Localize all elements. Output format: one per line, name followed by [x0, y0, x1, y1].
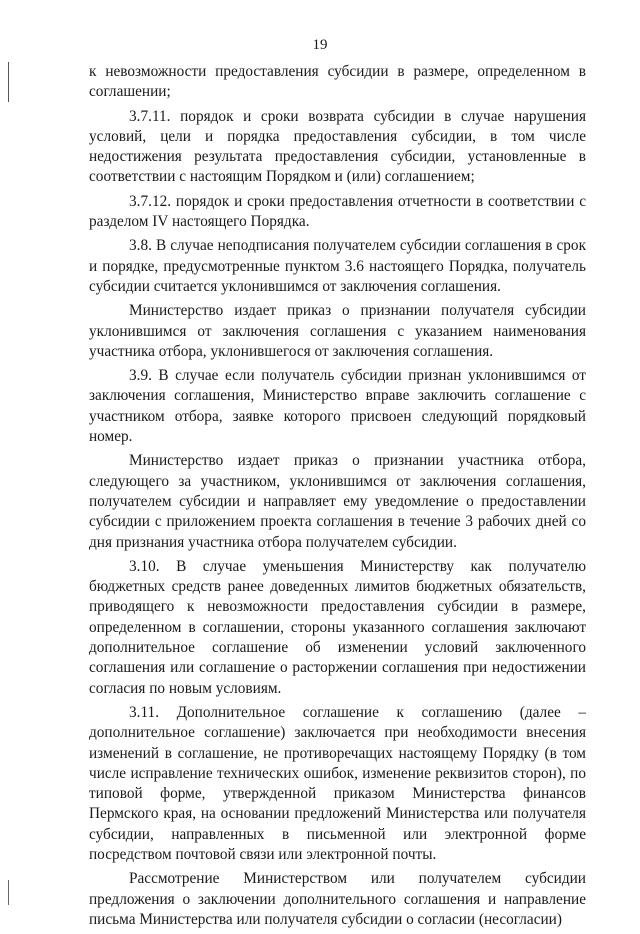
paragraph: Рассмотрение Министерством или получателем субсидии предложения о заключении дополнительного соглашения и направление письма Министерства или получателя субсидии о согласии (несогласии)	[89, 870, 586, 928]
scan-edge-mark-bottom	[8, 880, 9, 905]
paragraph: к невозможности предоставления субсидии в размере, определенном в соглашении;	[89, 63, 586, 101]
paragraph: 3.7.11. порядок и сроки возврата субсидии в случае нарушения условий, цели и порядка предоставления субсидии, в том числе недостижения результата предоставления субсидии, установленные в соответствии с настоящим Порядком и (или) соглашением;	[89, 107, 586, 186]
paragraph: 3.11. Дополнительное соглашение к соглашению (далее – дополнительное соглашение) заключается при необходимости внесения изменений в соглашение, не противоречащих настоящему Порядку (в том числе исправление технических ошибок, изменение реквизитов сторон), по типовой форме, утвержденной приказом Министерства финансов Пермского края, на основании предложений Министерства или получателя субсидии, направленных в письменной или электронной форме посредством почтовой связи или электронной почты.	[89, 703, 586, 863]
page-number: 19	[312, 37, 328, 53]
scan-edge-mark	[8, 62, 9, 102]
document-body	[89, 62, 586, 934]
paragraph: 3.8. В случае неподписания получателем субсидии соглашения в срок и порядке, предусмотренные пунктом 3.6 настоящего Порядка, получатель субсидии считается уклонившимся от заключения соглашения.	[89, 237, 586, 295]
paragraph: Министерство издает приказ о признании получателя субсидии уклонившимся от заключения соглашения с указанием наименования участника отбора, уклонившегося от заключения соглашения.	[89, 302, 586, 360]
paragraph: 3.7.12. порядок и сроки предоставления отчетности в соответствии с разделом IV настоящего Порядка.	[89, 192, 586, 231]
paragraph: 3.9. В случае если получатель субсидии признан уклонившимся от заключения соглашения, Министерство вправе заключить соглашение с участником отбора, заявке которого присвоен следующий порядковый номер.	[89, 367, 586, 446]
paragraph: 3.10. В случае уменьшения Министерству как получателю бюджетных средств ранее доведенных лимитов бюджетных обязательств, приводящего к невозможности предоставления субсидии в размере, определенном в соглашении, стороны указанного соглашения заключают дополнительное соглашение об изменении условий заключенного соглашения или соглашение о расторжении соглашения при недостижении согласия по новым условиям.	[89, 557, 586, 697]
paragraph: Министерство издает приказ о признании участника отбора, следующего за участником, уклонившимся от заключения соглашения, получателем субсидии и направляет ему уведомление о предоставлении субсидии с приложением проекта соглашения в течение 3 рабочих дней со дня признания участника отбора получателем субсидии.	[89, 452, 586, 551]
